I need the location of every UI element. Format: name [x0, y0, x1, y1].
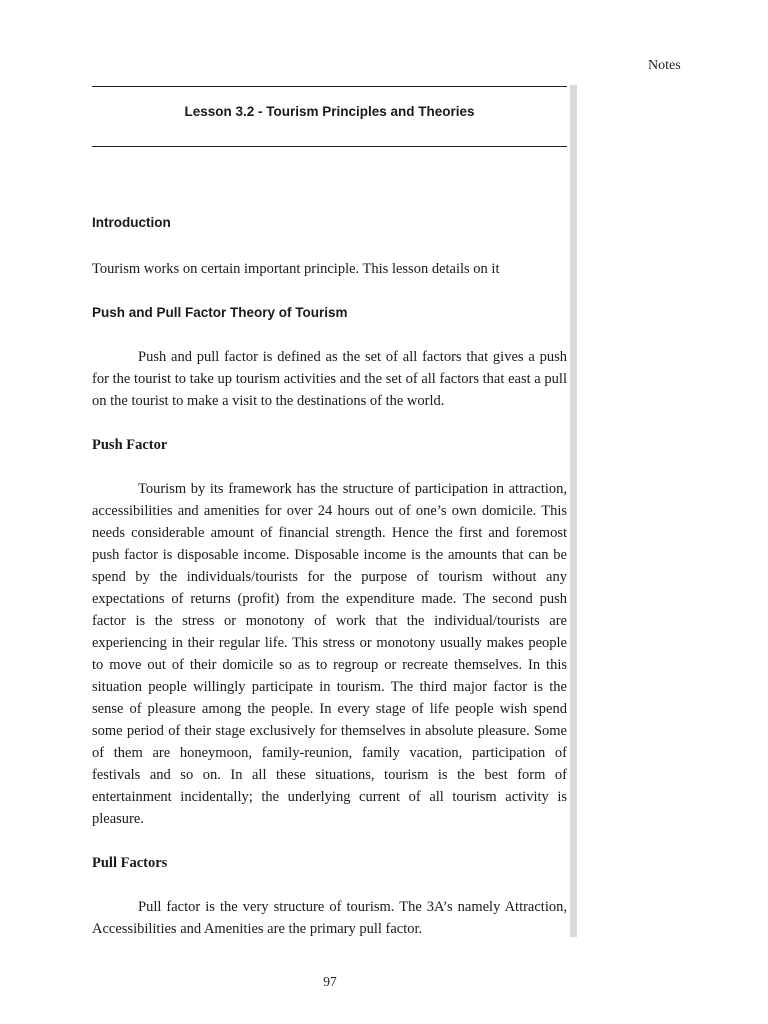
- margin-notes-label: Notes: [648, 58, 681, 73]
- introduction-text: Tourism works on certain important principle. This lesson details on it: [92, 261, 500, 277]
- push-pull-text: Push and pull factor is defined as the set of all factors that gives a push for the tourist to take up tourism activities and the set of all factors that east a pull on the tourist to make a visit to the destinations of the world.: [92, 349, 567, 409]
- pull-factors-text: Pull factor is the very structure of tourism. The 3A’s namely Attraction, Accessibilities and Amenities are the primary pull factor.: [92, 899, 567, 937]
- lesson-title: Lesson 3.2 - Tourism Principles and Theories: [184, 104, 475, 119]
- page-number: 97: [323, 974, 337, 989]
- margin-bar: [570, 85, 577, 937]
- push-factor-heading: Push Factor: [92, 437, 168, 453]
- lesson-content: [92, 212, 567, 940]
- push-pull-heading: Push and Pull Factor Theory of Tourism: [92, 305, 348, 320]
- pull-factors-heading: Pull Factors: [92, 855, 168, 871]
- bottom-rule: [92, 146, 567, 147]
- top-rule: [92, 86, 567, 87]
- introduction-heading: Introduction: [92, 215, 171, 230]
- push-factor-text: Tourism by its framework has the structure of participation in attraction, accessibilities and amenities for over 24 hours out of one’s own domicile. This needs considerable amount of financial strength. Hence the first and foremost push factor is disposable income. Disposable income is the amounts that can be spend by the individuals/tourists for the purpose of tourism without any expectations of returns (profit) from the expenditure made. The second push factor is the stress or monotony of work that the individual/tourists are experiencing in their regular life. This stress or monotony usually makes people to move out of their domicile so as to regroup or recreate themselves. In this situation people willingly participate in tourism. The third major factor is the sense of pleasure among the people. In every stage of life people wish spend some period of their stage exclusively for themselves in absolute pleasure. Some of them are honeymoon, family-reunion, family vacation, participation of festivals and so on. In all these situations, tourism is the best form of entertainment incidentally; the underlying current of all tourism activity is pleasure.: [92, 481, 567, 827]
